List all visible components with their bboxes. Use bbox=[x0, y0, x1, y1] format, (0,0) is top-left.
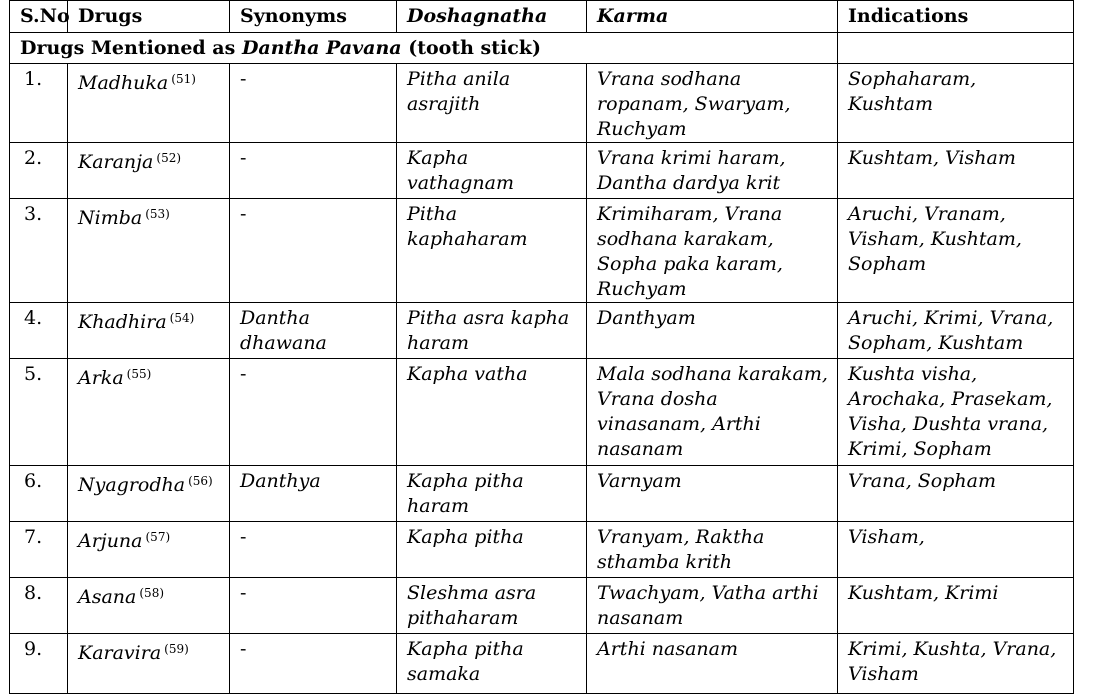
cell-synonym: - bbox=[230, 359, 397, 466]
section-prefix: Drugs Mentioned as bbox=[20, 37, 242, 59]
drug-name: Madhuka bbox=[78, 72, 169, 94]
cell-doshagnatha: Pitha asra kapha haram bbox=[397, 303, 587, 359]
drug-name: Karanja bbox=[78, 151, 154, 173]
header-indications: Indications bbox=[838, 1, 1074, 33]
cell-doshagnatha: Kapha vatha bbox=[397, 359, 587, 466]
section-row bbox=[10, 33, 1074, 64]
cell-karma: Danthyam bbox=[587, 303, 838, 359]
header-doshagnatha: Doshagnatha bbox=[397, 1, 587, 33]
cell-indications: Visham, bbox=[838, 522, 1074, 578]
table-row bbox=[10, 359, 1074, 466]
cell-synonym: - bbox=[230, 522, 397, 578]
header-drugs: Drugs bbox=[68, 1, 230, 33]
cell-sno: 4. bbox=[10, 303, 68, 359]
cell-sno: 9. bbox=[10, 634, 68, 694]
section-title bbox=[10, 33, 838, 64]
cell-drug bbox=[68, 634, 230, 694]
table-row bbox=[10, 522, 1074, 578]
cell-karma: Vrana sodhana ropanam, Swaryam, Ruchyam bbox=[587, 64, 838, 143]
cell-indications: Sophaharam, Kushtam bbox=[838, 64, 1074, 143]
cell-synonym: - bbox=[230, 64, 397, 143]
cell-indications: Kushta visha, Arochaka, Prasekam, Visha, Dushta vrana, Krimi, Sopham bbox=[838, 359, 1074, 466]
cell-karma: Varnyam bbox=[587, 466, 838, 522]
table-row bbox=[10, 578, 1074, 634]
reference-number: (52) bbox=[156, 151, 182, 165]
cell-sno: 7. bbox=[10, 522, 68, 578]
drug-name: Karavira bbox=[78, 642, 162, 664]
cell-drug bbox=[68, 64, 230, 143]
drug-name: Nimba bbox=[78, 207, 143, 229]
cell-indications: Kushtam, Visham bbox=[838, 143, 1074, 199]
cell-drug bbox=[68, 199, 230, 303]
table-row bbox=[10, 634, 1074, 694]
header-karma: Karma bbox=[587, 1, 838, 33]
cell-drug bbox=[68, 522, 230, 578]
cell-doshagnatha: Pitha anila asrajith bbox=[397, 64, 587, 143]
cell-doshagnatha: Pitha kaphaharam bbox=[397, 199, 587, 303]
cell-sno: 1. bbox=[10, 64, 68, 143]
cell-doshagnatha: Kapha pitha haram bbox=[397, 466, 587, 522]
cell-synonym: Dantha dhawana bbox=[230, 303, 397, 359]
cell-doshagnatha: Sleshma asra pithaharam bbox=[397, 578, 587, 634]
cell-indications: Aruchi, Vranam, Visham, Kushtam, Sopham bbox=[838, 199, 1074, 303]
cell-karma: Arthi nasanam bbox=[587, 634, 838, 694]
header-sno: S.No bbox=[10, 1, 68, 33]
reference-number: (51) bbox=[171, 72, 196, 86]
reference-number: (55) bbox=[126, 367, 152, 381]
reference-number: (57) bbox=[145, 530, 171, 544]
reference-number: (54) bbox=[169, 311, 195, 325]
drug-name: Nyagrodha bbox=[78, 474, 186, 496]
reference-number: (56) bbox=[188, 474, 213, 488]
drug-name: Arjuna bbox=[78, 530, 143, 552]
header-row bbox=[10, 1, 1074, 33]
cell-sno: 3. bbox=[10, 199, 68, 303]
cell-synonym: - bbox=[230, 143, 397, 199]
cell-karma: Vrana krimi haram, Dantha dardya krit bbox=[587, 143, 838, 199]
cell-drug bbox=[68, 578, 230, 634]
cell-indications: Krimi, Kushta, Vrana, Visham bbox=[838, 634, 1074, 694]
cell-synonym: - bbox=[230, 199, 397, 303]
header-synonyms: Synonyms bbox=[230, 1, 397, 33]
table-row bbox=[10, 303, 1074, 359]
drugs-table bbox=[9, 0, 1074, 694]
cell-indications: Kushtam, Krimi bbox=[838, 578, 1074, 634]
cell-synonym: - bbox=[230, 578, 397, 634]
section-suffix: (tooth stick) bbox=[401, 37, 541, 59]
cell-drug bbox=[68, 359, 230, 466]
table-row bbox=[10, 143, 1074, 199]
drug-name: Khadhira bbox=[78, 311, 167, 333]
cell-karma: Mala sodhana karakam, Vrana dosha vinasanam, Arthi nasanam bbox=[587, 359, 838, 466]
cell-karma: Vranyam, Raktha sthamba krith bbox=[587, 522, 838, 578]
section-empty-cell bbox=[838, 33, 1074, 64]
cell-drug bbox=[68, 303, 230, 359]
cell-sno: 6. bbox=[10, 466, 68, 522]
section-italic: Dantha Pavana bbox=[241, 37, 402, 59]
table-row bbox=[10, 199, 1074, 303]
cell-indications: Aruchi, Krimi, Vrana, Sopham, Kushtam bbox=[838, 303, 1074, 359]
cell-doshagnatha: Kapha pitha bbox=[397, 522, 587, 578]
cell-drug bbox=[68, 143, 230, 199]
cell-sno: 2. bbox=[10, 143, 68, 199]
cell-doshagnatha: Kapha pitha samaka bbox=[397, 634, 587, 694]
reference-number: (53) bbox=[145, 207, 170, 221]
cell-synonym: Danthya bbox=[230, 466, 397, 522]
cell-doshagnatha: Kapha vathagnam bbox=[397, 143, 587, 199]
cell-sno: 5. bbox=[10, 359, 68, 466]
drug-name: Arka bbox=[78, 367, 124, 389]
table-row bbox=[10, 64, 1074, 143]
cell-sno: 8. bbox=[10, 578, 68, 634]
cell-drug bbox=[68, 466, 230, 522]
cell-karma: Krimiharam, Vrana sodhana karakam, Sopha paka karam, Ruchyam bbox=[587, 199, 838, 303]
table-row bbox=[10, 466, 1074, 522]
cell-karma: Twachyam, Vatha arthi nasanam bbox=[587, 578, 838, 634]
cell-indications: Vrana, Sopham bbox=[838, 466, 1074, 522]
drug-name: Asana bbox=[78, 586, 137, 608]
cell-synonym: - bbox=[230, 634, 397, 694]
reference-number: (58) bbox=[139, 586, 165, 600]
reference-number: (59) bbox=[164, 642, 189, 656]
